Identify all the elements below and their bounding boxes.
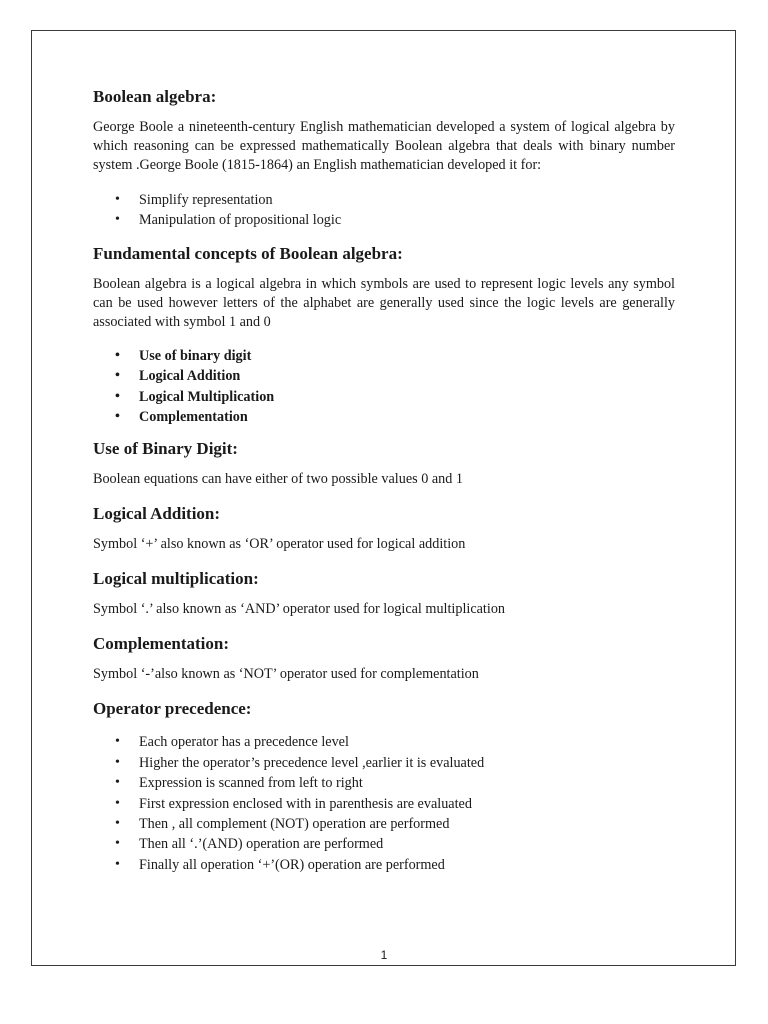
- list-item: • Manipulation of propositional logic: [93, 210, 675, 230]
- list-item: • Logical Multiplication: [93, 387, 675, 407]
- list-item: • Expression is scanned from left to right: [93, 773, 675, 793]
- binary-digit-paragraph: Boolean equations can have either of two possible values 0 and 1: [93, 471, 463, 488]
- logical-addition-paragraph: Symbol ‘+’ also known as ‘OR’ operator used for logical addition: [93, 536, 466, 553]
- precedence-list: [93, 732, 675, 875]
- heading-operator-precedence: Operator precedence:: [93, 699, 252, 719]
- list-item: • Complementation: [93, 407, 675, 427]
- intro-list: [93, 190, 675, 231]
- page-number: 1: [380, 948, 388, 962]
- list-item: • Finally all operation ‘+’(OR) operation are performed: [93, 855, 675, 875]
- complementation-paragraph: Symbol ‘-’also known as ‘NOT’ operator used for complementation: [93, 666, 479, 683]
- heading-binary-digit: Use of Binary Digit:: [93, 439, 238, 459]
- fundamental-paragraph: Boolean algebra is a logical algebra in which symbols are used to represent logic levels any symbol can be used however letters of the alphabet are generally used since the logic levels are generally associated with symbol 1 and 0: [93, 275, 675, 330]
- logical-multiplication-paragraph: Symbol ‘.’ also known as ‘AND’ operator used for logical multiplication: [93, 601, 506, 618]
- intro-paragraph: George Boole a nineteenth-century English mathematician developed a system of logical algebra by which reasoning can be expressed mathematically Boolean algebra that deals with binary number system .George Boole (1815-1864) an English mathematician developed it for:: [93, 119, 675, 173]
- heading-logical-multiplication: Logical multiplication:: [93, 569, 259, 589]
- list-item: • Use of binary digit: [93, 346, 675, 366]
- heading-logical-addition: Logical Addition:: [93, 504, 221, 524]
- document-body: [93, 86, 675, 875]
- heading-fundamental-concepts: Fundamental concepts of Boolean algebra:: [93, 243, 403, 263]
- list-item: • Then , all complement (NOT) operation are performed: [93, 814, 675, 834]
- list-item: • First expression enclosed with in parenthesis are evaluated: [93, 794, 675, 814]
- list-item: • Higher the operator’s precedence level ,earlier it is evaluated: [93, 753, 675, 773]
- heading-boolean-algebra: Boolean algebra:: [93, 87, 217, 106]
- list-item: • Logical Addition: [93, 366, 675, 386]
- concepts-list: [93, 346, 675, 428]
- list-item: • Then all ‘.’(AND) operation are performed: [93, 834, 675, 854]
- list-item: • Each operator has a precedence level: [93, 732, 675, 752]
- heading-complementation: Complementation:: [93, 634, 229, 654]
- list-item: • Simplify representation: [93, 190, 675, 210]
